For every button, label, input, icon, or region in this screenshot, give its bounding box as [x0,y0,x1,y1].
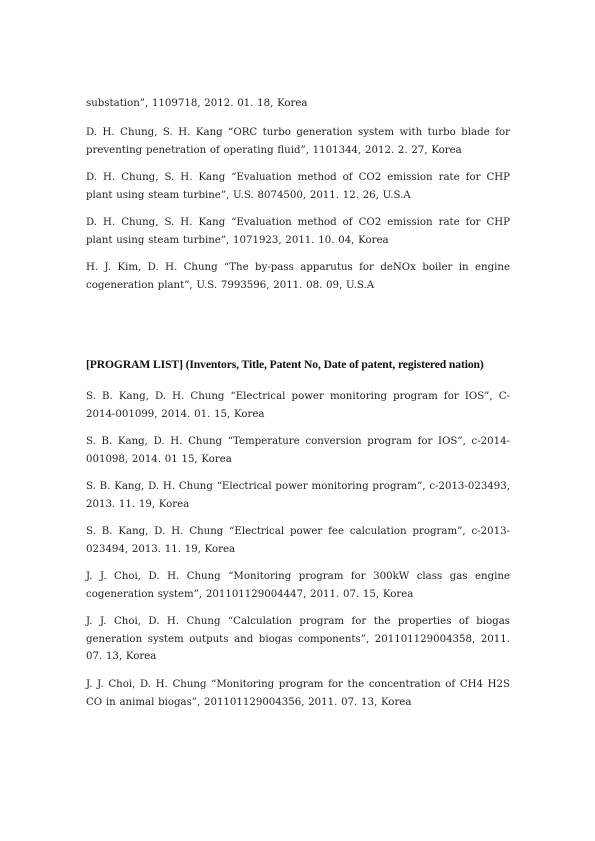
patent-entry: D. H. Chung, S. H. Kang “Evaluation method of CO2 emission rate for CHP plant using steam turbine”, U.S. 8074500, 2011. 12. 26, U.S.A [86,172,510,201]
patent-entry: H. J. Kim, D. H. Chung “The by-pass apparutus for deNOx boiler in engine cogeneration plant”, U.S. 7993596, 2011. 08. 09, U.S.A [86,262,510,291]
program-list-heading: [PROGRAM LIST] (Inventors, Title, Patent No, Date of patent, registered nation) [86,358,484,371]
program-entry: S. B. Kang, D. H. Chung “Electrical power fee calculation program”, c-2013-023494, 2013. 11. 19, Korea [86,526,510,555]
patent-entry: D. H. Chung, S. H. Kang “ORC turbo generation system with turbo blade for preventing penetration of operating fluid”, 1101344, 2012. 2. 27, Korea [86,127,510,156]
program-entry: S. B. Kang, D. H. Chung “Temperature conversion program for IOS”, c-2014-001098, 2014. 01 15, Korea [86,436,510,465]
program-entry: S. B. Kang, D. H. Chung “Electrical power monitoring program”, c-2013-023493, 2013. 11. 19, Korea [86,481,510,510]
program-entry: J. J. Choi, D. H. Chung “Monitoring program for the concentration of CH4 H2S CO in animal biogas”, 201101129004356, 2011. 07. 13, Korea [86,679,510,708]
program-entry: J. J. Choi, D. H. Chung “Monitoring program for 300kW class gas engine cogeneration system”, 201101129004447, 2011. 07. 15, Korea [86,571,510,600]
patent-entry: D. H. Chung, S. H. Kang “Evaluation method of CO2 emission rate for CHP plant using steam turbine”, 1071923, 2011. 10. 04, Korea [86,217,510,246]
program-entry: J. J. Choi, D. H. Chung “Calculation program for the properties of biogas generation system outputs and biogas components”, 201101129004358, 2011. 07. 13, Korea [86,616,510,662]
program-entry: S. B. Kang, D. H. Chung “Electrical power monitoring program for IOS”, C-2014-001099, 2014. 01. 15, Korea [86,391,510,420]
patent-entry-continued: substation”, 1109718, 2012. 01. 18, Korea [86,98,308,109]
